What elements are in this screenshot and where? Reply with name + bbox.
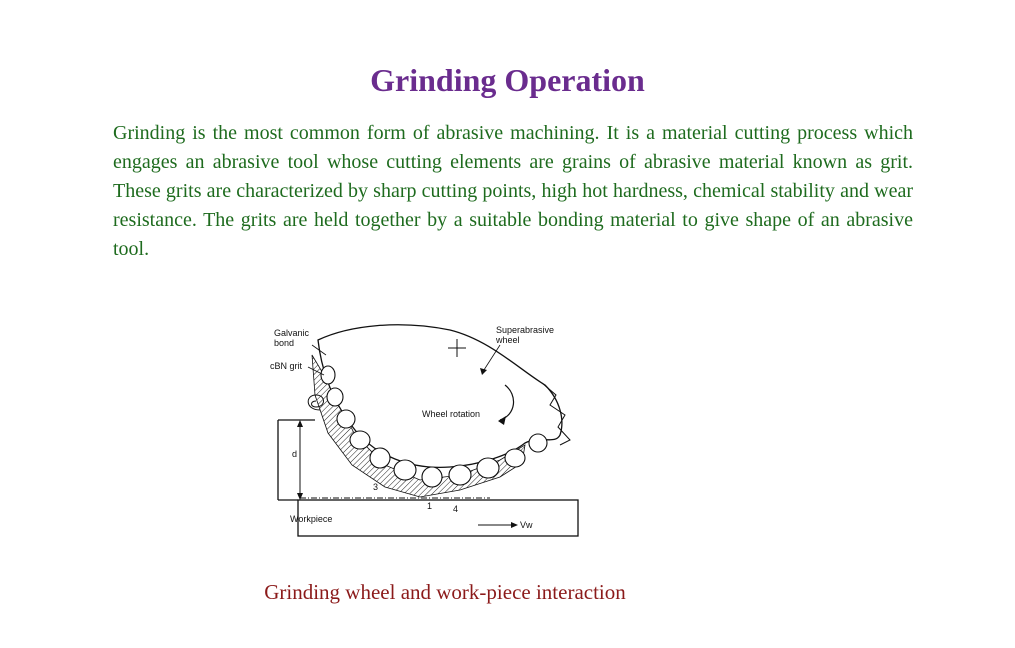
workpiece-block [298,500,578,536]
label-velocity: Vw [520,520,533,530]
label-point-1: 1 [427,501,433,511]
label-galvanic: Galvanic [274,328,310,338]
label-superabrasive: Superabrasive [496,325,555,335]
label-depth: d [292,449,298,459]
label-wheel-rotation: Wheel rotation [422,409,481,419]
label-point-4: 4 [453,504,459,514]
label-cbn-grit: cBN grit [270,361,303,371]
body-paragraph: Grinding is the most common form of abrasive machining. It is a material cutting process which engages an abrasive tool whose cutting elements are grains of abrasive material known as grit. These grits are characterized by sharp cutting points, high hot hardness, chemical stability and wear resistance. The grits are held together by a suitable bonding material to give shape of an abrasive tool. [113,122,913,260]
depth-arrow-top [297,420,303,427]
slide-title: Grinding Operation [370,62,645,98]
grinding-diagram [260,315,590,545]
label-bond: bond [274,338,295,348]
label-point-3: 3 [373,482,379,492]
label-workpiece: Workpiece [290,514,333,524]
label-wheel: wheel [496,335,520,345]
figure-caption: Grinding wheel and work-piece interaction [264,580,626,604]
depth-arrow-bottom [297,493,303,500]
